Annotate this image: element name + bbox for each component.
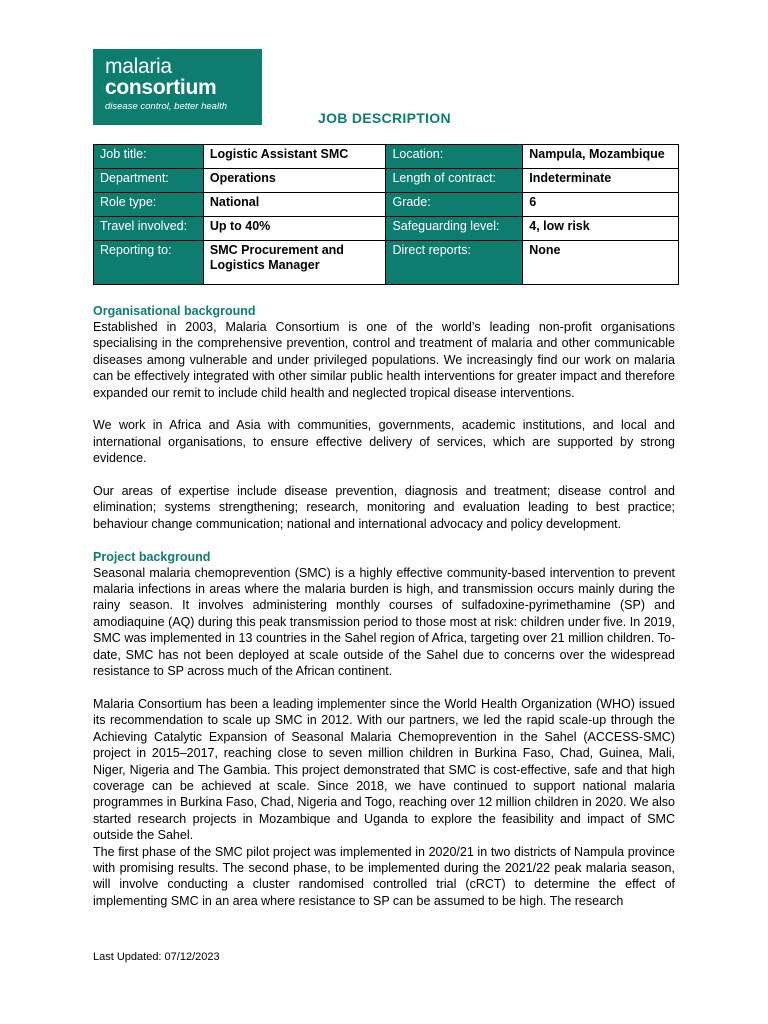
field-value: Logistic Assistant SMC — [203, 145, 386, 169]
logo — [93, 49, 262, 125]
field-label: Reporting to: — [94, 241, 204, 285]
table-row — [94, 145, 679, 169]
table-row — [94, 241, 679, 285]
field-value: Operations — [203, 169, 386, 193]
field-label: Job title: — [94, 145, 204, 169]
field-label: Safeguarding level: — [386, 217, 523, 241]
field-label: Department: — [94, 169, 204, 193]
page-title: JOB DESCRIPTION — [318, 110, 451, 126]
field-label: Travel involved: — [94, 217, 204, 241]
field-value: Indeterminate — [523, 169, 679, 193]
table-row — [94, 193, 679, 217]
paragraph: Our areas of expertise include disease prevention, diagnosis and treatment; disease control and elimination; systems strengthening; research, monitoring and evaluation leading to best practice; behaviour change communication; national and international advocacy and policy development. — [93, 484, 675, 531]
field-value: National — [203, 193, 386, 217]
table-row — [94, 169, 679, 193]
paragraph: Seasonal malaria chemoprevention (SMC) is a highly effective community-based intervention to prevent malaria infections in areas where the malaria burden is high, and transmission occurs mainly during the rainy season. It involves administering monthly courses of sulfadoxine-pyrimethamine (SP) and amodiaquine (AQ) during this peak transmission period to those most at risk: children under five. In 2019, SMC was implemented in 13 countries in the Sahel region of Africa, targeting over 21 million children. To-date, SMC has not been deployed at scale outside of the Sahel due to concerns over the widespread resistance to SP across much of the African continent. — [93, 565, 675, 679]
field-value: 4, low risk — [523, 217, 679, 241]
field-value: Nampula, Mozambique — [523, 145, 679, 169]
field-label: Role type: — [94, 193, 204, 217]
paragraph: We work in Africa and Asia with communities, governments, academic institutions, and local and international organisations, to ensure effective delivery of services, which are supported by strong evidence. — [93, 418, 675, 466]
logo-line-1: malaria — [105, 55, 172, 78]
field-value: Up to 40% — [203, 217, 386, 241]
field-value: 6 — [523, 193, 679, 217]
job-info-table — [93, 144, 679, 285]
logo-line-2: consortium — [105, 76, 217, 99]
section-heading: Project background — [93, 549, 211, 564]
field-label: Length of contract: — [386, 169, 523, 193]
paragraph: Malaria Consortium has been a leading implementer since the World Health Organization (WHO) issued its recommendation to scale up SMC in 2012. With our partners, we led the rapid scale-up through the Achieving Catalytic Expansion of Seasonal Malaria Chemoprevention in the Sahel (ACCESS-SMC) project in 2015–2017, reaching close to seven million children in Burkina Faso, Chad, Guinea, Mali, Niger, Nigeria and The Gambia. This project demonstrated that SMC is cost-effective, safe and that high coverage can be achieved at scale. Since 2018, we have continued to support national malaria programmes in Burkina Faso, Chad, Nigeria and Togo, reaching over 12 million children in 2020. We also started research projects in Mozambique and Uganda to explore the feasibility and impact of SMC outside the Sahel. — [93, 696, 675, 843]
field-label: Location: — [386, 145, 523, 169]
document-body — [93, 303, 675, 909]
last-updated: Last Updated: 07/12/2023 — [93, 951, 220, 963]
logo-tagline: disease control, better health — [105, 101, 227, 112]
field-label: Grade: — [386, 193, 523, 217]
section-heading: Organisational background — [93, 304, 256, 318]
paragraph: The first phase of the SMC pilot project was implemented in 2020/21 in two districts of Nampula province with promising results. The second phase, to be implemented during the 2021/22 peak malaria season, will involve conducting a cluster randomised controlled trial (cRCT) to determine the effect of implementing SMC in an area where resistance to SP can be assumed to be high. The research — [93, 844, 675, 908]
field-value: SMC Procurement and Logistics Manager — [203, 241, 386, 285]
paragraph: Established in 2003, Malaria Consortium is one of the world’s leading non-profit organisations specialising in the comprehensive prevention, control and treatment of malaria and other communicable diseases among vulnerable and under privileged populations. We increasingly find our work on malaria can be effectively integrated with other similar public health interventions for greater impact and therefore expanded our remit to include child health and neglected tropical disease interventions. — [93, 320, 675, 400]
table-row — [94, 217, 679, 241]
field-label: Direct reports: — [386, 241, 523, 285]
field-value: None — [523, 241, 679, 285]
